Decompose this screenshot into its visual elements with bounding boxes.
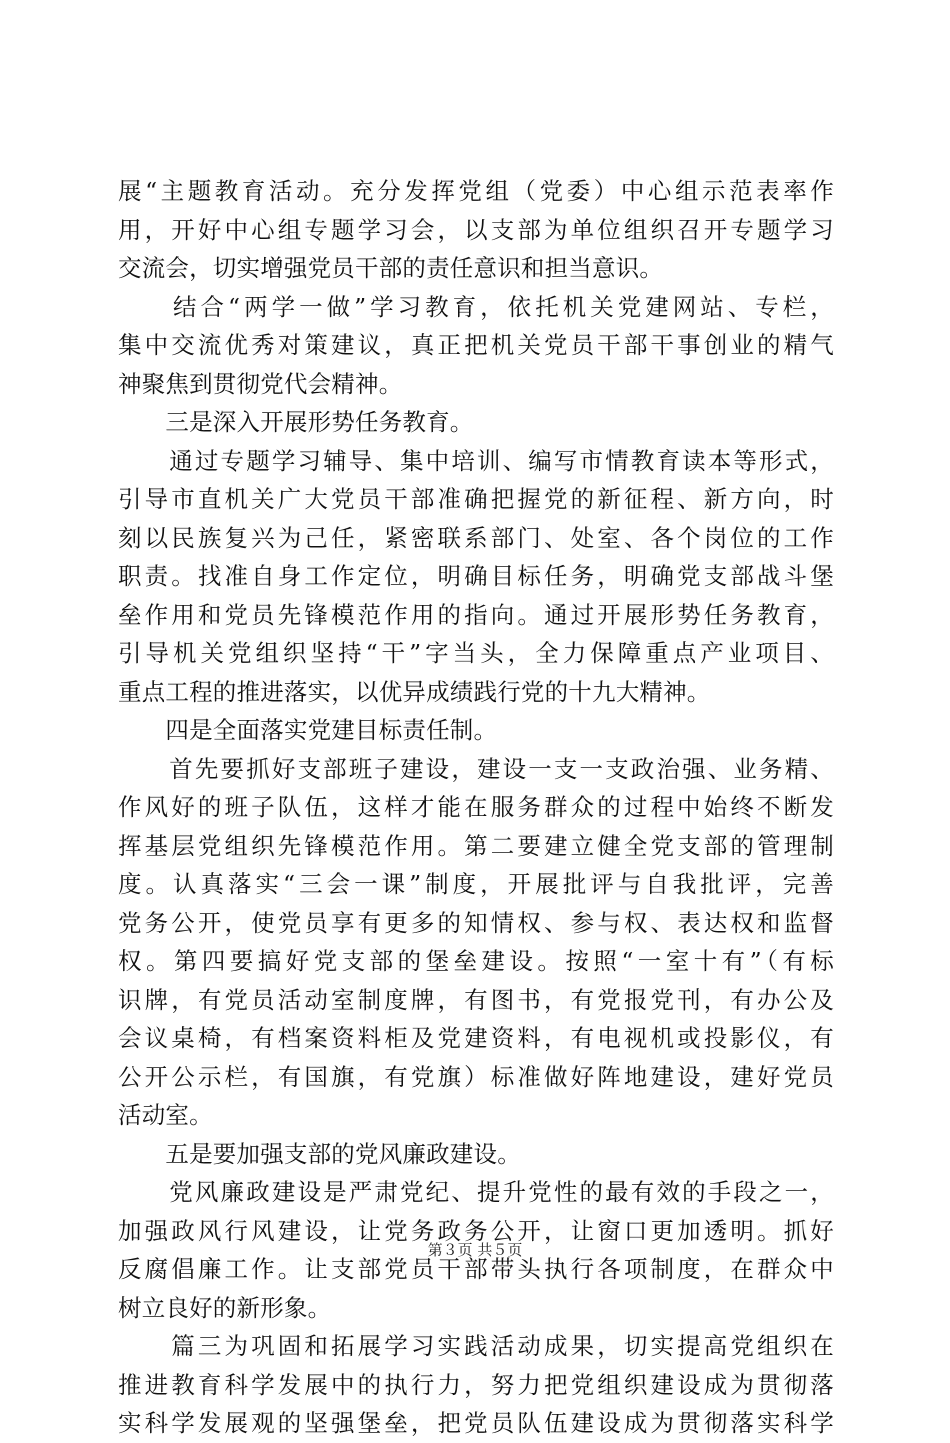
page-footer: 第３页 共５页: [427, 1241, 523, 1259]
text-line: 垒作用和党员先锋模范作用的指向。通过开展形势任务教育，: [118, 600, 834, 629]
text-line: 反腐倡廉工作。让支部党员干部带头执行各项制度，在群众中: [118, 1255, 834, 1283]
text-line: 神聚焦到贯彻党代会精神。: [118, 369, 403, 398]
text-line: 党务公开，使党员享有更多的知情权、参与权、表达权和监督: [118, 908, 834, 937]
text-line: 实科学发展观的坚强堡垒，把党员队伍建设成为贯彻落实科学: [118, 1409, 834, 1437]
text-line: 挥基层党组织先锋模范作用。第二要建立健全党支部的管理制: [118, 831, 834, 860]
text-line: 识牌，有党员活动室制度牌，有图书，有党报党刊，有办公及: [118, 985, 834, 1014]
text-line: 推进教育科学发展中的执行力，努力把党组织建设成为贯彻落: [118, 1370, 834, 1399]
text-line: 会议桌椅，有档案资料柜及党建资料，有电视机或投影仪，有: [118, 1024, 834, 1052]
text-line: 展“主题教育活动。充分发挥党组（党委）中心组示范表率作: [118, 177, 834, 205]
text-line: 五是要加强支部的党风廉政建设。: [118, 1139, 521, 1168]
text-line: 加强政风行风建设，让党务政务公开，让窗口更加透明。抓好: [118, 1216, 834, 1245]
text-line: 活动室。: [118, 1101, 213, 1129]
text-line: 树立良好的新形象。: [118, 1293, 332, 1322]
text-line: 引导市直机关广大党员干部准确把握党的新征程、新方向，时: [118, 485, 834, 513]
text-line: 结合“两学一做”学习教育，依托机关党建网站、专栏，: [118, 292, 834, 321]
text-line: 集中交流优秀对策建议，真正把机关党员干部干事创业的精气: [118, 331, 834, 359]
text-line: 权。第四要搞好党支部的堡垒建设。按照“一室十有”（有标: [118, 947, 834, 975]
text-line: 三是深入开展形势任务教育。: [118, 408, 474, 436]
text-line: 刻以民族复兴为己任，紧密联系部门、处室、各个岗位的工作: [118, 523, 834, 552]
text-line: 通过专题学习辅导、集中培训、编写市情教育读本等形式，: [118, 446, 834, 475]
text-line: 作风好的班子队伍，这样才能在服务群众的过程中始终不断发: [118, 793, 834, 821]
text-line: 度。认真落实“三会一课”制度，开展批评与自我批评，完善: [118, 870, 834, 898]
text-line: 篇三为巩固和拓展学习实践活动成果，切实提高党组织在: [118, 1332, 834, 1360]
text-line: 职责。找准自身工作定位，明确目标任务，明确党支部战斗堡: [118, 562, 834, 590]
text-line: 引导机关党组织坚持“干”字当头，全力保障重点产业项目、: [118, 639, 834, 667]
text-line: 公开公示栏，有国旗，有党旗）标准做好阵地建设，建好党员: [118, 1062, 834, 1091]
text-line: 交流会，切实增强党员干部的责任意识和担当意识。: [118, 254, 664, 282]
text-line: 重点工程的推进落实，以优异成绩践行党的十九大精神。: [118, 677, 711, 706]
text-line: 四是全面落实党建目标责任制。: [118, 716, 498, 744]
text-line: 用，开好中心组专题学习会，以支部为单位组织召开专题学习: [118, 215, 834, 244]
text-line: 党风廉政建设是严肃党纪、提升党性的最有效的手段之一，: [118, 1178, 834, 1206]
text-line: 首先要抓好支部班子建设，建设一支一支政治强、业务精、: [118, 754, 834, 783]
